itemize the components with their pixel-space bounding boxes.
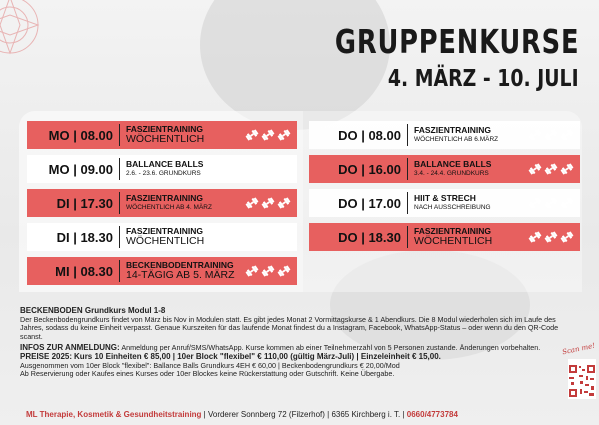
dumbbell-icon xyxy=(560,196,574,210)
footer-company: ML Therapie, Kosmetik & Gesundheitstraining xyxy=(26,410,202,419)
course-time: DO | 16.00 xyxy=(338,161,401,177)
schedule-row xyxy=(27,189,297,217)
info-block xyxy=(20,307,560,379)
anmeldung-text: Anmeldung per Anruf/SMS/WhatsApp. Kurse kommen ab einer Teilnehmerzahl von 5 Personen zustande. Änderungen vorbehalten. xyxy=(121,343,541,353)
course-detail: NACH AUSSCHREIBUNG xyxy=(414,204,491,211)
course-info xyxy=(408,160,526,178)
course-name: FASZIENTRAINING xyxy=(414,226,491,236)
dumbbell-icons xyxy=(245,264,291,278)
course-time: MO | 08.00 xyxy=(48,127,113,143)
dumbbell-icon xyxy=(528,162,542,176)
course-detail: WÖCHENTLICH xyxy=(126,235,205,247)
dumbbell-icon xyxy=(277,162,291,176)
dumbbell-icon xyxy=(544,128,558,142)
schedule-row xyxy=(27,121,297,149)
dumbbell-icons xyxy=(528,128,574,142)
dumbbell-icon xyxy=(261,196,275,210)
footer-address: | Vorderer Sonnberg 72 (Filzerhof) | 6365 Kirchberg i. T. | xyxy=(203,410,405,419)
course-detail: 2.6. - 23.6. GRUNDKURS xyxy=(126,170,201,177)
course-detail: WÖCHENTLICH xyxy=(126,133,205,145)
dumbbell-icons xyxy=(245,196,291,210)
dumbbell-icons xyxy=(245,162,291,176)
dumbbell-icon xyxy=(544,230,558,244)
course-info xyxy=(120,125,240,145)
footer-phone[interactable]: 0660/4773784 xyxy=(406,410,458,419)
dumbbell-icons xyxy=(245,128,291,142)
course-detail: WÖCHENTLICH AB 4. MÄRZ xyxy=(126,204,212,211)
course-detail: WÖCHENTLICH AB 6.MÄRZ xyxy=(414,136,499,143)
anmeldung-heading: INFOS ZUR ANMELDUNG: xyxy=(20,343,120,353)
beckenboden-heading: BECKENBODEN Grundkurs Modul 1-8 xyxy=(20,306,166,315)
course-info xyxy=(120,227,240,247)
beckenboden-text: Der Beckenbodengrundkurs findet von März bis Nov in Modulen statt. Es gibt jedes Monat 2 Vormittagskurse & 1 Abendkurs. Die 8 Modul wiederholen sich im Laufe des Jahres, sodass du keine Einheit verpasst. Genaue Kurszeiten für das laufende Monat findest du a Instagram, Facebook, WhatsApp-Status – oder wenn du den QR-Code scanst. xyxy=(20,314,559,341)
dumbbell-icon xyxy=(277,230,291,244)
dumbbell-icons xyxy=(245,230,291,244)
dumbbell-icon xyxy=(528,128,542,142)
course-time: MO | 09.00 xyxy=(48,161,113,177)
course-time: DI | 17.30 xyxy=(56,195,113,211)
schedule-row xyxy=(309,155,580,183)
course-name: FASZIENTRAINING xyxy=(126,124,203,134)
course-info xyxy=(408,227,526,247)
schedule-row xyxy=(27,155,297,183)
course-detail: 3.4. - 24.4. GRUNDKURS xyxy=(414,170,489,177)
course-name: HIIT & STRECH xyxy=(414,193,476,203)
course-info xyxy=(408,126,526,144)
qr-code[interactable] xyxy=(568,359,596,399)
footer xyxy=(26,410,458,419)
course-info xyxy=(120,261,240,281)
course-name: BECKENBODENTRAINING xyxy=(126,260,234,270)
dumbbell-icon xyxy=(277,128,291,142)
course-time: MI | 08.30 xyxy=(55,263,113,279)
dumbbell-icon xyxy=(261,230,275,244)
dumbbell-icon xyxy=(544,196,558,210)
dumbbell-icon xyxy=(261,162,275,176)
course-info xyxy=(120,160,240,178)
dumbbell-icon xyxy=(544,162,558,176)
schedule-row xyxy=(27,223,297,251)
course-time: DO | 18.30 xyxy=(338,229,401,245)
preise-line2: Ausgenommen vom 10er Block "flexibel": Ballance Balls Grundkurs 4EH € 60,00 | Beckenbodengrundkurs € 20,00/Mod xyxy=(20,360,400,370)
dumbbell-icons xyxy=(528,162,574,176)
course-name: FASZIENTRAINING xyxy=(414,125,491,135)
dumbbell-icon xyxy=(261,128,275,142)
dumbbell-icon xyxy=(261,264,275,278)
schedule-row xyxy=(309,189,580,217)
course-info xyxy=(408,194,526,212)
schedule-row xyxy=(309,223,580,251)
course-name: BALLANCE BALLS xyxy=(414,159,492,169)
date-range: 4. MÄRZ - 10. JULI xyxy=(388,66,579,92)
course-name: FASZIENTRAINING xyxy=(126,226,203,236)
mandala-logo xyxy=(0,0,60,80)
dumbbell-icon xyxy=(245,196,259,210)
preise-line3: Ab Reservierung oder Kaufes eines Kurses oder 10er Blockes keine Rückerstattung oder Gutschrift. Keine Übergabe. xyxy=(20,369,395,379)
dumbbell-icon xyxy=(245,264,259,278)
dumbbell-icon xyxy=(560,162,574,176)
course-time: DO | 08.00 xyxy=(338,127,401,143)
dumbbell-icon xyxy=(560,128,574,142)
dumbbell-icon xyxy=(528,230,542,244)
course-time: DI | 18.30 xyxy=(56,229,113,245)
course-time: DO | 17.00 xyxy=(338,195,401,211)
course-name: FASZIENTRAINING xyxy=(126,193,203,203)
dumbbell-icon xyxy=(560,230,574,244)
page-title: GRUPPENKURSE xyxy=(334,22,579,61)
scan-me-label: Scan me! xyxy=(561,341,596,357)
dumbbell-icon xyxy=(245,230,259,244)
schedule-row xyxy=(27,257,297,285)
course-info xyxy=(120,194,240,212)
dumbbell-icon xyxy=(277,196,291,210)
dumbbell-icon xyxy=(528,196,542,210)
course-detail: 14-TÄGIG AB 5. MÄRZ xyxy=(126,269,235,281)
course-detail: WÖCHENTLICH xyxy=(414,235,493,247)
dumbbell-icons xyxy=(528,230,574,244)
dumbbell-icon xyxy=(277,264,291,278)
preise-line1: Kurs 10 Einheiten € 85,00 | 10er Block "flexibel" € 110,00 (gültig März-Juli) | Einzeleinheit € 15,00. xyxy=(74,351,441,361)
dumbbell-icon xyxy=(245,128,259,142)
schedule-row xyxy=(309,121,580,149)
preise-heading: PREISE 2025: xyxy=(20,351,73,361)
dumbbell-icons xyxy=(528,196,574,210)
course-name: BALLANCE BALLS xyxy=(126,159,204,169)
dumbbell-icon xyxy=(245,162,259,176)
